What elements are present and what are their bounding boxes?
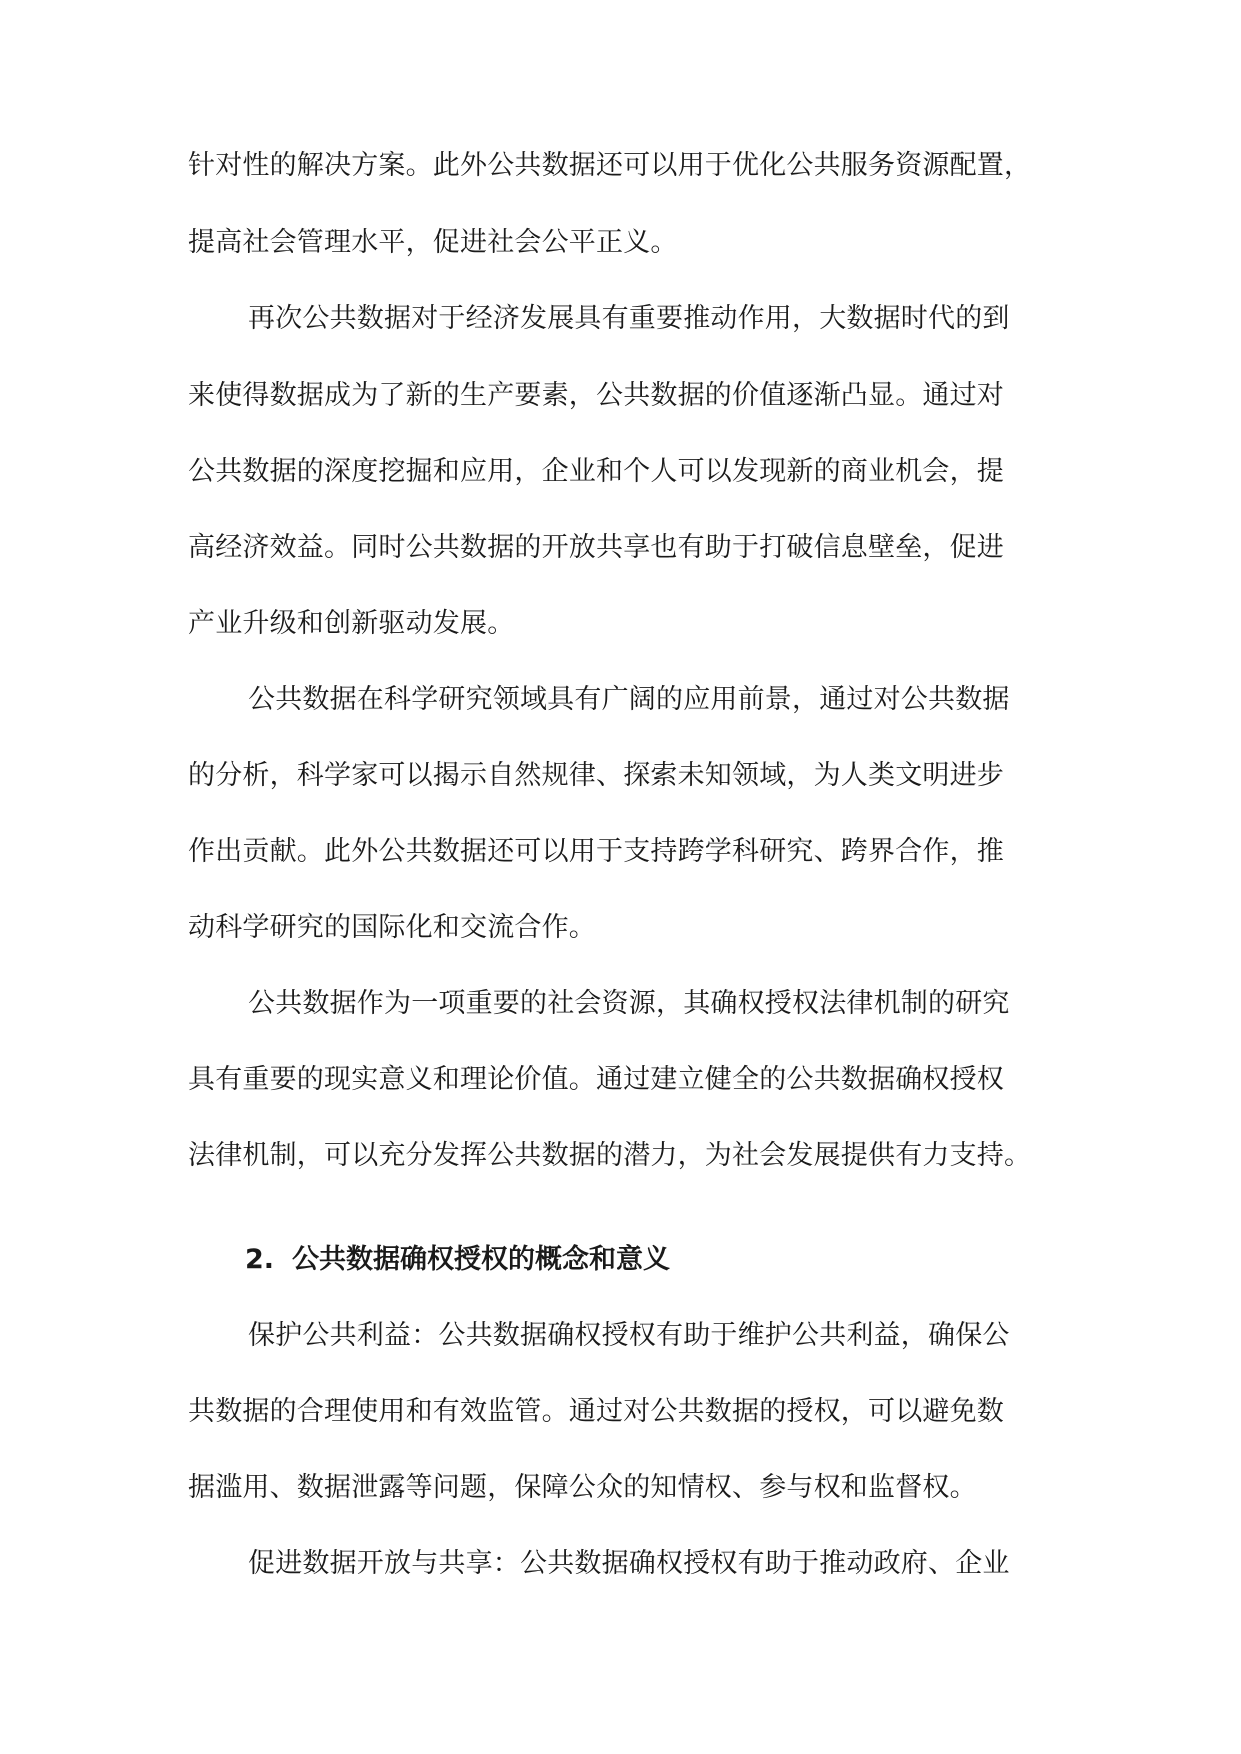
paragraph-line: 具有重要的现实意义和理论价值。通过建立健全的公共数据确权授权 bbox=[188, 1064, 1004, 1095]
paragraph-line: 据滥用、数据泄露等问题，保障公众的知情权、参与权和监督权。 bbox=[188, 1472, 977, 1503]
paragraph-line: 公共数据的深度挖掘和应用，企业和个人可以发现新的商业机会，提 bbox=[188, 456, 1004, 487]
paragraph-line: 的分析，科学家可以揭示自然规律、探索未知领域，为人类文明进步 bbox=[188, 760, 1004, 791]
paragraph-line: 高经济效益。同时公共数据的开放共享也有助于打破信息壁垒，促进 bbox=[188, 532, 1004, 563]
paragraph-line: 针对性的解决方案。此外公共数据还可以用于优化公共服务资源配置， bbox=[188, 150, 1032, 181]
section-number: 2. bbox=[245, 1244, 275, 1275]
paragraph-line: 产业升级和创新驱动发展。 bbox=[188, 608, 515, 639]
section-heading bbox=[245, 1242, 670, 1278]
paragraph-line: 再次公共数据对于经济发展具有重要推动作用，大数据时代的到 bbox=[248, 303, 1010, 334]
paragraph-line: 来使得数据成为了新的生产要素，公共数据的价值逐渐凸显。通过对 bbox=[188, 380, 1004, 411]
paragraph-line: 作出贡献。此外公共数据还可以用于支持跨学科研究、跨界合作，推 bbox=[188, 836, 1004, 867]
section-title: 公共数据确权授权的概念和意义 bbox=[292, 1244, 671, 1275]
paragraph-line: 公共数据作为一项重要的社会资源，其确权授权法律机制的研究 bbox=[248, 988, 1010, 1019]
paragraph-line: 共数据的合理使用和有效监管。通过对公共数据的授权，可以避免数 bbox=[188, 1396, 1004, 1427]
paragraph-line: 公共数据在科学研究领域具有广阔的应用前景，通过对公共数据 bbox=[248, 684, 1010, 715]
paragraph-line: 动科学研究的国际化和交流合作。 bbox=[188, 912, 596, 943]
paragraph-line: 法律机制，可以充分发挥公共数据的潜力，为社会发展提供有力支持。 bbox=[188, 1140, 1032, 1171]
paragraph-line: 保护公共利益：公共数据确权授权有助于维护公共利益，确保公 bbox=[248, 1320, 1010, 1351]
paragraph-line: 提高社会管理水平，促进社会公平正义。 bbox=[188, 227, 678, 258]
paragraph-line: 促进数据开放与共享：公共数据确权授权有助于推动政府、企业 bbox=[248, 1548, 1010, 1579]
